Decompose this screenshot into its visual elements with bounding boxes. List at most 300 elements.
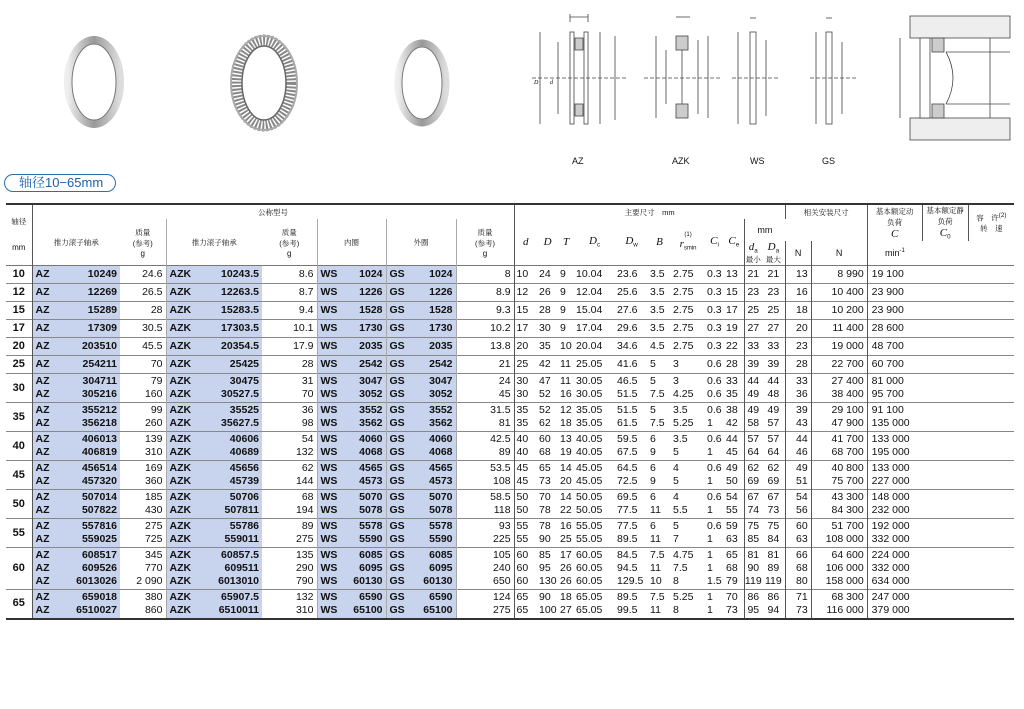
dim-Dw-value: 34.6 bbox=[617, 340, 638, 352]
azk-mass-value: 8.6 bbox=[298, 268, 314, 280]
azk-model-line-prefix: AZK bbox=[169, 549, 192, 561]
az-model-line-number: 6510027 bbox=[76, 603, 117, 616]
dim-rs bbox=[671, 320, 705, 338]
dim-Ce bbox=[724, 356, 744, 374]
dim-Dw bbox=[615, 461, 648, 490]
allowable-speed bbox=[867, 338, 922, 356]
header-D: D bbox=[543, 236, 552, 248]
az-mass-ref: (参考) bbox=[132, 238, 153, 248]
azk-model-line-prefix: AZK bbox=[169, 404, 192, 416]
dim-Ci-value: 0.6 bbox=[707, 388, 722, 400]
dim-D-value: 78 bbox=[539, 520, 551, 532]
install-da-value: 95 bbox=[747, 603, 760, 616]
ws-model-line-prefix: WS bbox=[320, 433, 338, 445]
dim-Dc bbox=[574, 302, 615, 320]
dim-Ce bbox=[724, 266, 744, 284]
allowable-speed bbox=[867, 403, 922, 432]
dim-B-value: 7.5 bbox=[650, 549, 665, 561]
ring-mass-value: 42.5 bbox=[490, 433, 511, 445]
dim-D bbox=[537, 320, 558, 338]
header-Ci-sym: C bbox=[710, 235, 718, 248]
dynamic-load-value: 20 bbox=[795, 322, 808, 334]
ws-model-line-number: 2035 bbox=[359, 340, 383, 352]
dim-Dw bbox=[615, 302, 648, 320]
dynamic-load-value: 54 bbox=[795, 491, 808, 503]
azk-mass bbox=[262, 432, 317, 461]
static-load-value: 116 000 bbox=[826, 603, 864, 616]
azk-model-line-prefix: AZK bbox=[169, 475, 192, 487]
gs-model-line-number: 3562 bbox=[429, 417, 453, 429]
az-model-line-prefix: AZ bbox=[35, 603, 50, 616]
gs-model-line-number: 3552 bbox=[429, 404, 453, 416]
dim-T-value: 13 bbox=[560, 433, 572, 445]
dim-Dw bbox=[615, 284, 648, 302]
ring-mass-value: 275 bbox=[493, 603, 511, 616]
header-Dc-sym: D bbox=[589, 235, 597, 248]
azk-model bbox=[166, 338, 262, 356]
azk-model-line-prefix: AZK bbox=[169, 322, 192, 334]
static-load-value: 43 300 bbox=[831, 491, 864, 503]
install-da-value: 86 bbox=[747, 590, 760, 603]
dim-Ce bbox=[724, 338, 744, 356]
dim-D bbox=[537, 519, 558, 548]
azk-model-line bbox=[170, 268, 263, 281]
azk-mass-value: 132 bbox=[295, 590, 314, 603]
dim-Ci-value: 1 bbox=[707, 533, 713, 545]
gs-model bbox=[386, 338, 456, 356]
ring-mass-ref: (参考) bbox=[475, 238, 496, 248]
dim-d-value: 45 bbox=[516, 475, 529, 487]
dim-D-value: 24 bbox=[539, 268, 551, 280]
static-load bbox=[811, 461, 867, 490]
azk-mass bbox=[262, 338, 317, 356]
ws-model-line-number: 65100 bbox=[353, 603, 383, 616]
header-Ci bbox=[705, 219, 724, 266]
gs-model-line bbox=[390, 417, 456, 430]
header-dynamic-load: 负荷 bbox=[887, 217, 903, 227]
gs-model-line bbox=[390, 549, 456, 562]
shaft-size: 45 bbox=[12, 468, 25, 481]
ws-model-line bbox=[321, 504, 386, 517]
azk-model bbox=[166, 461, 262, 490]
header-dims: 主要尺寸 mm bbox=[514, 204, 785, 219]
ring-mass-value: 124 bbox=[493, 590, 511, 603]
azk-model-line bbox=[170, 604, 263, 617]
gs-model-line bbox=[390, 462, 456, 475]
gs-model-line-number: 1024 bbox=[429, 268, 453, 280]
size-group-row bbox=[6, 461, 1014, 490]
gs-model-line bbox=[390, 504, 456, 517]
dim-Dw bbox=[615, 590, 648, 619]
azk-model-line-prefix: AZK bbox=[169, 504, 192, 516]
az-model-line-number: 12269 bbox=[87, 286, 117, 298]
dim-Dw-value: 46.5 bbox=[617, 375, 638, 387]
gs-drawing bbox=[808, 12, 858, 142]
az-model-line-number: 304711 bbox=[82, 375, 117, 387]
dim-d bbox=[514, 338, 537, 356]
ws-model-line bbox=[321, 591, 386, 604]
dim-Dw bbox=[615, 338, 648, 356]
header-gs: 外圈 bbox=[386, 219, 456, 266]
dim-B-value: 7.5 bbox=[650, 590, 665, 603]
dim-Ci bbox=[705, 548, 724, 590]
dim-Dw-value: 23.6 bbox=[617, 268, 638, 280]
az-mass-value: 275 bbox=[144, 520, 163, 532]
dim-Ce-value: 55 bbox=[726, 504, 738, 516]
dynamic-load-value: 68 bbox=[795, 562, 808, 574]
az-mass-label: 质量 bbox=[135, 227, 151, 237]
header-dynamic-symbol: C bbox=[891, 227, 899, 240]
ws-model-line-number: 1730 bbox=[359, 322, 383, 334]
gs-model-line-prefix: GS bbox=[389, 603, 405, 616]
azk-mass-value: 68 bbox=[301, 491, 314, 503]
ring-mass-value: 89 bbox=[498, 446, 511, 458]
dim-Ce bbox=[724, 590, 744, 619]
azk-model-line-number: 17303.5 bbox=[221, 322, 259, 334]
dim-D bbox=[537, 490, 558, 519]
azk-mass bbox=[262, 320, 317, 338]
header-static-symbol: C bbox=[939, 227, 948, 239]
install-da bbox=[744, 548, 762, 590]
azk-model-line bbox=[170, 549, 263, 562]
ws-model bbox=[317, 548, 386, 590]
azk-mass bbox=[262, 374, 317, 403]
allowable-speed-value: 81 000 bbox=[871, 375, 904, 387]
az-mass bbox=[120, 403, 166, 432]
dim-Ci-value: 0.6 bbox=[707, 358, 722, 370]
gs-model-line bbox=[390, 491, 456, 504]
gs-model-line-prefix: GS bbox=[389, 304, 405, 316]
dim-B bbox=[648, 356, 671, 374]
dim-Ce-value: 28 bbox=[726, 358, 738, 370]
install-Da bbox=[762, 461, 785, 490]
dim-d-value: 65 bbox=[516, 603, 529, 616]
install-Da-value: 84 bbox=[767, 533, 780, 545]
gs-model-line bbox=[390, 562, 456, 575]
header-static-sub: 0 bbox=[947, 233, 951, 241]
allowable-speed-value: 247 000 bbox=[871, 590, 910, 603]
header-Dw-sub: w bbox=[633, 241, 638, 249]
dynamic-load bbox=[785, 548, 811, 590]
dim-Dc-value: 45.05 bbox=[576, 475, 603, 487]
az-mass-value: 185 bbox=[144, 491, 163, 503]
azk-model-line-prefix: AZK bbox=[169, 491, 192, 503]
allowable-speed-value: 192 000 bbox=[871, 520, 910, 532]
az-model bbox=[32, 302, 120, 320]
dim-rs bbox=[671, 302, 705, 320]
azk-model-line bbox=[170, 591, 263, 604]
dim-Ci bbox=[705, 284, 724, 302]
dim-Dw-value: 77.5 bbox=[617, 520, 638, 532]
azk-mass-value: 194 bbox=[295, 504, 314, 516]
header-rs bbox=[671, 219, 705, 266]
shaft-diameter-badge: 轴径10−65mm bbox=[4, 174, 116, 192]
ws-model bbox=[317, 374, 386, 403]
allowable-speed-value: 60 700 bbox=[871, 358, 904, 370]
dim-T-value: 19 bbox=[560, 446, 572, 458]
azk-model-line-number: 6510011 bbox=[218, 603, 259, 616]
install-da-value: 67 bbox=[747, 491, 760, 503]
dim-D bbox=[537, 374, 558, 403]
header-Da bbox=[762, 241, 785, 266]
dim-D bbox=[537, 432, 558, 461]
azk-mass-value: 9.4 bbox=[298, 304, 314, 316]
install-da-value: 75 bbox=[747, 520, 760, 532]
ws-model-line-number: 1024 bbox=[359, 268, 383, 280]
az-model-line bbox=[36, 433, 121, 446]
dim-Ce-value: 50 bbox=[726, 475, 738, 487]
header-Da-sym: D bbox=[767, 240, 776, 253]
dim-d-value: 60 bbox=[516, 575, 529, 587]
azk-model-line-prefix: AZK bbox=[169, 590, 192, 603]
az-drawing bbox=[530, 12, 630, 142]
az-model-line bbox=[36, 562, 121, 575]
azk-mass bbox=[262, 519, 317, 548]
dim-Dc-value: 30.05 bbox=[576, 375, 603, 387]
install-da-value: 25 bbox=[747, 304, 760, 316]
install-da bbox=[744, 432, 762, 461]
gs-model-line-number: 1528 bbox=[429, 304, 453, 316]
az-mass-value: 360 bbox=[144, 475, 163, 487]
ws-model-line-prefix: WS bbox=[320, 286, 338, 298]
ws-model-line bbox=[321, 604, 386, 617]
az-model-line bbox=[36, 304, 121, 317]
dim-Dc-value: 15.04 bbox=[576, 304, 603, 316]
header-Ce bbox=[724, 219, 744, 266]
dim-Dw-value: 72.5 bbox=[617, 475, 638, 487]
az-model-line-prefix: AZ bbox=[35, 417, 50, 429]
az-model-line-prefix: AZ bbox=[35, 475, 50, 487]
dim-D bbox=[537, 302, 558, 320]
az-model-line-prefix: AZ bbox=[35, 322, 50, 334]
az-model-line-prefix: AZ bbox=[35, 286, 50, 298]
ring-mass-value: 21 bbox=[498, 358, 511, 370]
dim-rs-value: 7.5 bbox=[673, 562, 688, 574]
gs-model-line-prefix: GS bbox=[389, 268, 405, 280]
ws-model bbox=[317, 338, 386, 356]
dim-d bbox=[514, 320, 537, 338]
install-Da bbox=[762, 548, 785, 590]
ws-model-line bbox=[321, 358, 386, 371]
dim-d-value: 55 bbox=[516, 520, 529, 532]
install-da-value: 58 bbox=[747, 417, 760, 429]
dim-Ce-value: 70 bbox=[726, 590, 738, 603]
dim-Ce-value: 17 bbox=[726, 304, 738, 316]
dim-Dc-value: 55.05 bbox=[576, 533, 603, 545]
az-model-line-number: 507014 bbox=[81, 491, 117, 503]
install-da-value: 85 bbox=[747, 533, 760, 545]
ws-model-line-prefix: WS bbox=[320, 446, 338, 458]
dim-d bbox=[514, 284, 537, 302]
allowable-speed-value: 232 000 bbox=[871, 504, 910, 516]
dim-Ci-value: 0.6 bbox=[707, 491, 722, 503]
ws-model-line-number: 3052 bbox=[359, 388, 383, 400]
gs-model-line-number: 6590 bbox=[429, 590, 453, 603]
az-model-line-number: 609526 bbox=[81, 562, 117, 574]
static-load bbox=[811, 519, 867, 548]
install-da-value: 33 bbox=[747, 340, 760, 352]
dim-Dw-value: 51.5 bbox=[617, 404, 638, 416]
az-model-line-prefix: AZ bbox=[35, 462, 50, 474]
static-load-value: 8 990 bbox=[837, 268, 864, 280]
allowable-speed-value: 23 900 bbox=[871, 286, 904, 298]
dim-T bbox=[558, 302, 574, 320]
dim-B-value: 5 bbox=[650, 404, 656, 416]
gs-model-line-prefix: GS bbox=[389, 549, 405, 561]
size-group-row bbox=[6, 266, 1014, 284]
az-model-line-number: 608517 bbox=[81, 549, 117, 561]
ring-mass bbox=[456, 548, 514, 590]
dim-rs bbox=[671, 461, 705, 490]
dim-Ce bbox=[724, 284, 744, 302]
dim-rs bbox=[671, 490, 705, 519]
dim-Ci-value: 0.3 bbox=[707, 322, 722, 334]
dim-B bbox=[648, 461, 671, 490]
dim-D-value: 30 bbox=[539, 322, 551, 334]
ring-mass-value: 45 bbox=[498, 388, 511, 400]
azk-mass-value: 10.1 bbox=[293, 322, 314, 334]
dim-B-value: 11 bbox=[650, 533, 661, 545]
dim-T-value: 25 bbox=[560, 533, 572, 545]
dim-T-value: 26 bbox=[560, 562, 572, 574]
az-model-line-number: 17309 bbox=[87, 322, 117, 334]
dynamic-load-value: 44 bbox=[795, 433, 808, 445]
gs-model-line-prefix: GS bbox=[389, 404, 405, 416]
static-load-value: 40 800 bbox=[831, 462, 864, 474]
allowable-speed-value: 48 700 bbox=[871, 340, 904, 352]
dim-d bbox=[514, 356, 537, 374]
azk-model-line-prefix: AZK bbox=[169, 268, 192, 280]
dim-Ci-value: 1 bbox=[707, 446, 713, 458]
gs-model-line-prefix: GS bbox=[389, 375, 405, 387]
allowable-speed bbox=[867, 374, 922, 403]
dim-Ci bbox=[705, 519, 724, 548]
dim-Ci-value: 0.6 bbox=[707, 433, 722, 445]
dim-Ci-value: 1 bbox=[707, 590, 713, 603]
az-model-line-number: 406013 bbox=[81, 433, 117, 445]
dim-Dc-value: 30.05 bbox=[576, 388, 603, 400]
azk-model-line-prefix: AZK bbox=[169, 462, 192, 474]
dim-D-value: 26 bbox=[539, 286, 551, 298]
ring-mass-value: 31.5 bbox=[490, 404, 511, 416]
dim-Dc-value: 25.05 bbox=[576, 358, 603, 370]
az-model-line-prefix: AZ bbox=[35, 446, 50, 458]
az-model-line-prefix: AZ bbox=[35, 304, 50, 316]
ring-mass bbox=[456, 338, 514, 356]
dynamic-load-value: 18 bbox=[795, 304, 808, 316]
dim-T-value: 12 bbox=[560, 404, 572, 416]
install-Da-value: 119 bbox=[764, 575, 782, 587]
dim-Ci bbox=[705, 461, 724, 490]
dim-rs bbox=[671, 356, 705, 374]
ring-mass-value: 10.2 bbox=[490, 322, 511, 334]
dim-D bbox=[537, 266, 558, 284]
dim-T bbox=[558, 461, 574, 490]
dim-Dw-value: 84.5 bbox=[617, 549, 638, 561]
dim-Dc-value: 65.05 bbox=[576, 603, 603, 616]
header-speed bbox=[968, 204, 1014, 241]
ws-model bbox=[317, 432, 386, 461]
gs-model-line-prefix: GS bbox=[389, 562, 405, 574]
ws-model-line-number: 60130 bbox=[353, 575, 383, 587]
azk-model-line-prefix: AZK bbox=[169, 433, 192, 445]
dim-B-value: 6 bbox=[650, 462, 656, 474]
install-Da bbox=[762, 320, 785, 338]
dim-d bbox=[514, 490, 537, 519]
dim-Dw-value: 29.6 bbox=[617, 322, 638, 334]
dim-Ce-value: 13 bbox=[726, 268, 738, 280]
gs-model-line-prefix: GS bbox=[389, 575, 405, 587]
gs-model-line-prefix: GS bbox=[389, 446, 405, 458]
dynamic-load-value: 73 bbox=[795, 603, 808, 616]
install-da bbox=[744, 461, 762, 490]
shaft-size: 25 bbox=[12, 358, 25, 370]
allowable-speed-value: 224 000 bbox=[871, 549, 910, 561]
az-model-line-number: 406819 bbox=[81, 446, 117, 458]
install-Da-value: 23 bbox=[767, 286, 780, 298]
size-group-row bbox=[6, 284, 1014, 302]
dynamic-load bbox=[785, 490, 811, 519]
az-model-line-prefix: AZ bbox=[35, 375, 50, 387]
az-model-line-prefix: AZ bbox=[35, 562, 50, 574]
azk-model-line-prefix: AZK bbox=[169, 533, 192, 545]
dim-rs bbox=[671, 519, 705, 548]
dim-Dw-value: 129.5 bbox=[617, 575, 644, 587]
ring-mass bbox=[456, 519, 514, 548]
azk-model-line bbox=[170, 404, 263, 417]
install-Da-value: 64 bbox=[767, 446, 780, 458]
dim-Dc-value: 60.05 bbox=[576, 575, 603, 587]
header-speed-note: (2) bbox=[998, 211, 1007, 219]
dim-Ci bbox=[705, 490, 724, 519]
dim-Ce bbox=[724, 302, 744, 320]
dim-rs-value: 2.75 bbox=[673, 268, 694, 280]
header-rs-sub: smin bbox=[683, 245, 697, 252]
az-model-line-prefix: AZ bbox=[35, 533, 50, 545]
ring-mass-value: 118 bbox=[493, 504, 511, 516]
dim-D-value: 65 bbox=[539, 462, 551, 474]
dim-T-value: 18 bbox=[560, 417, 572, 429]
dim-d bbox=[514, 590, 537, 619]
gs-model-line-prefix: GS bbox=[389, 504, 405, 516]
static-load-value: 11 400 bbox=[832, 322, 864, 334]
gs-model bbox=[386, 266, 456, 284]
azk-model-line bbox=[170, 475, 263, 488]
gs-model-line bbox=[390, 404, 456, 417]
dim-Dw-value: 77.5 bbox=[617, 504, 638, 516]
ws-model-line bbox=[321, 417, 386, 430]
azk-mass-value: 31 bbox=[301, 375, 314, 387]
header-Ce-sym: C bbox=[728, 235, 736, 248]
azk-model-line bbox=[170, 358, 263, 371]
azk-model-line bbox=[170, 417, 263, 430]
az-model-line-number: 15289 bbox=[87, 304, 117, 316]
dim-d-value: 12 bbox=[516, 286, 529, 298]
dim-B bbox=[648, 266, 671, 284]
header-shaft-unit: mm bbox=[12, 243, 26, 252]
azk-mass-label: 质量 bbox=[281, 227, 297, 237]
header-Dc bbox=[574, 219, 615, 266]
ws-model-line-prefix: WS bbox=[320, 520, 338, 532]
az-model-line bbox=[36, 575, 121, 588]
dim-Ce bbox=[724, 374, 744, 403]
install-Da-value: 25 bbox=[767, 304, 780, 316]
dim-rs-value: 3.5 bbox=[673, 404, 688, 416]
install-da-value: 90 bbox=[747, 562, 760, 574]
static-load-value: 38 400 bbox=[831, 388, 864, 400]
az-mass-unit: g bbox=[140, 248, 145, 258]
size-group-row bbox=[6, 356, 1014, 374]
